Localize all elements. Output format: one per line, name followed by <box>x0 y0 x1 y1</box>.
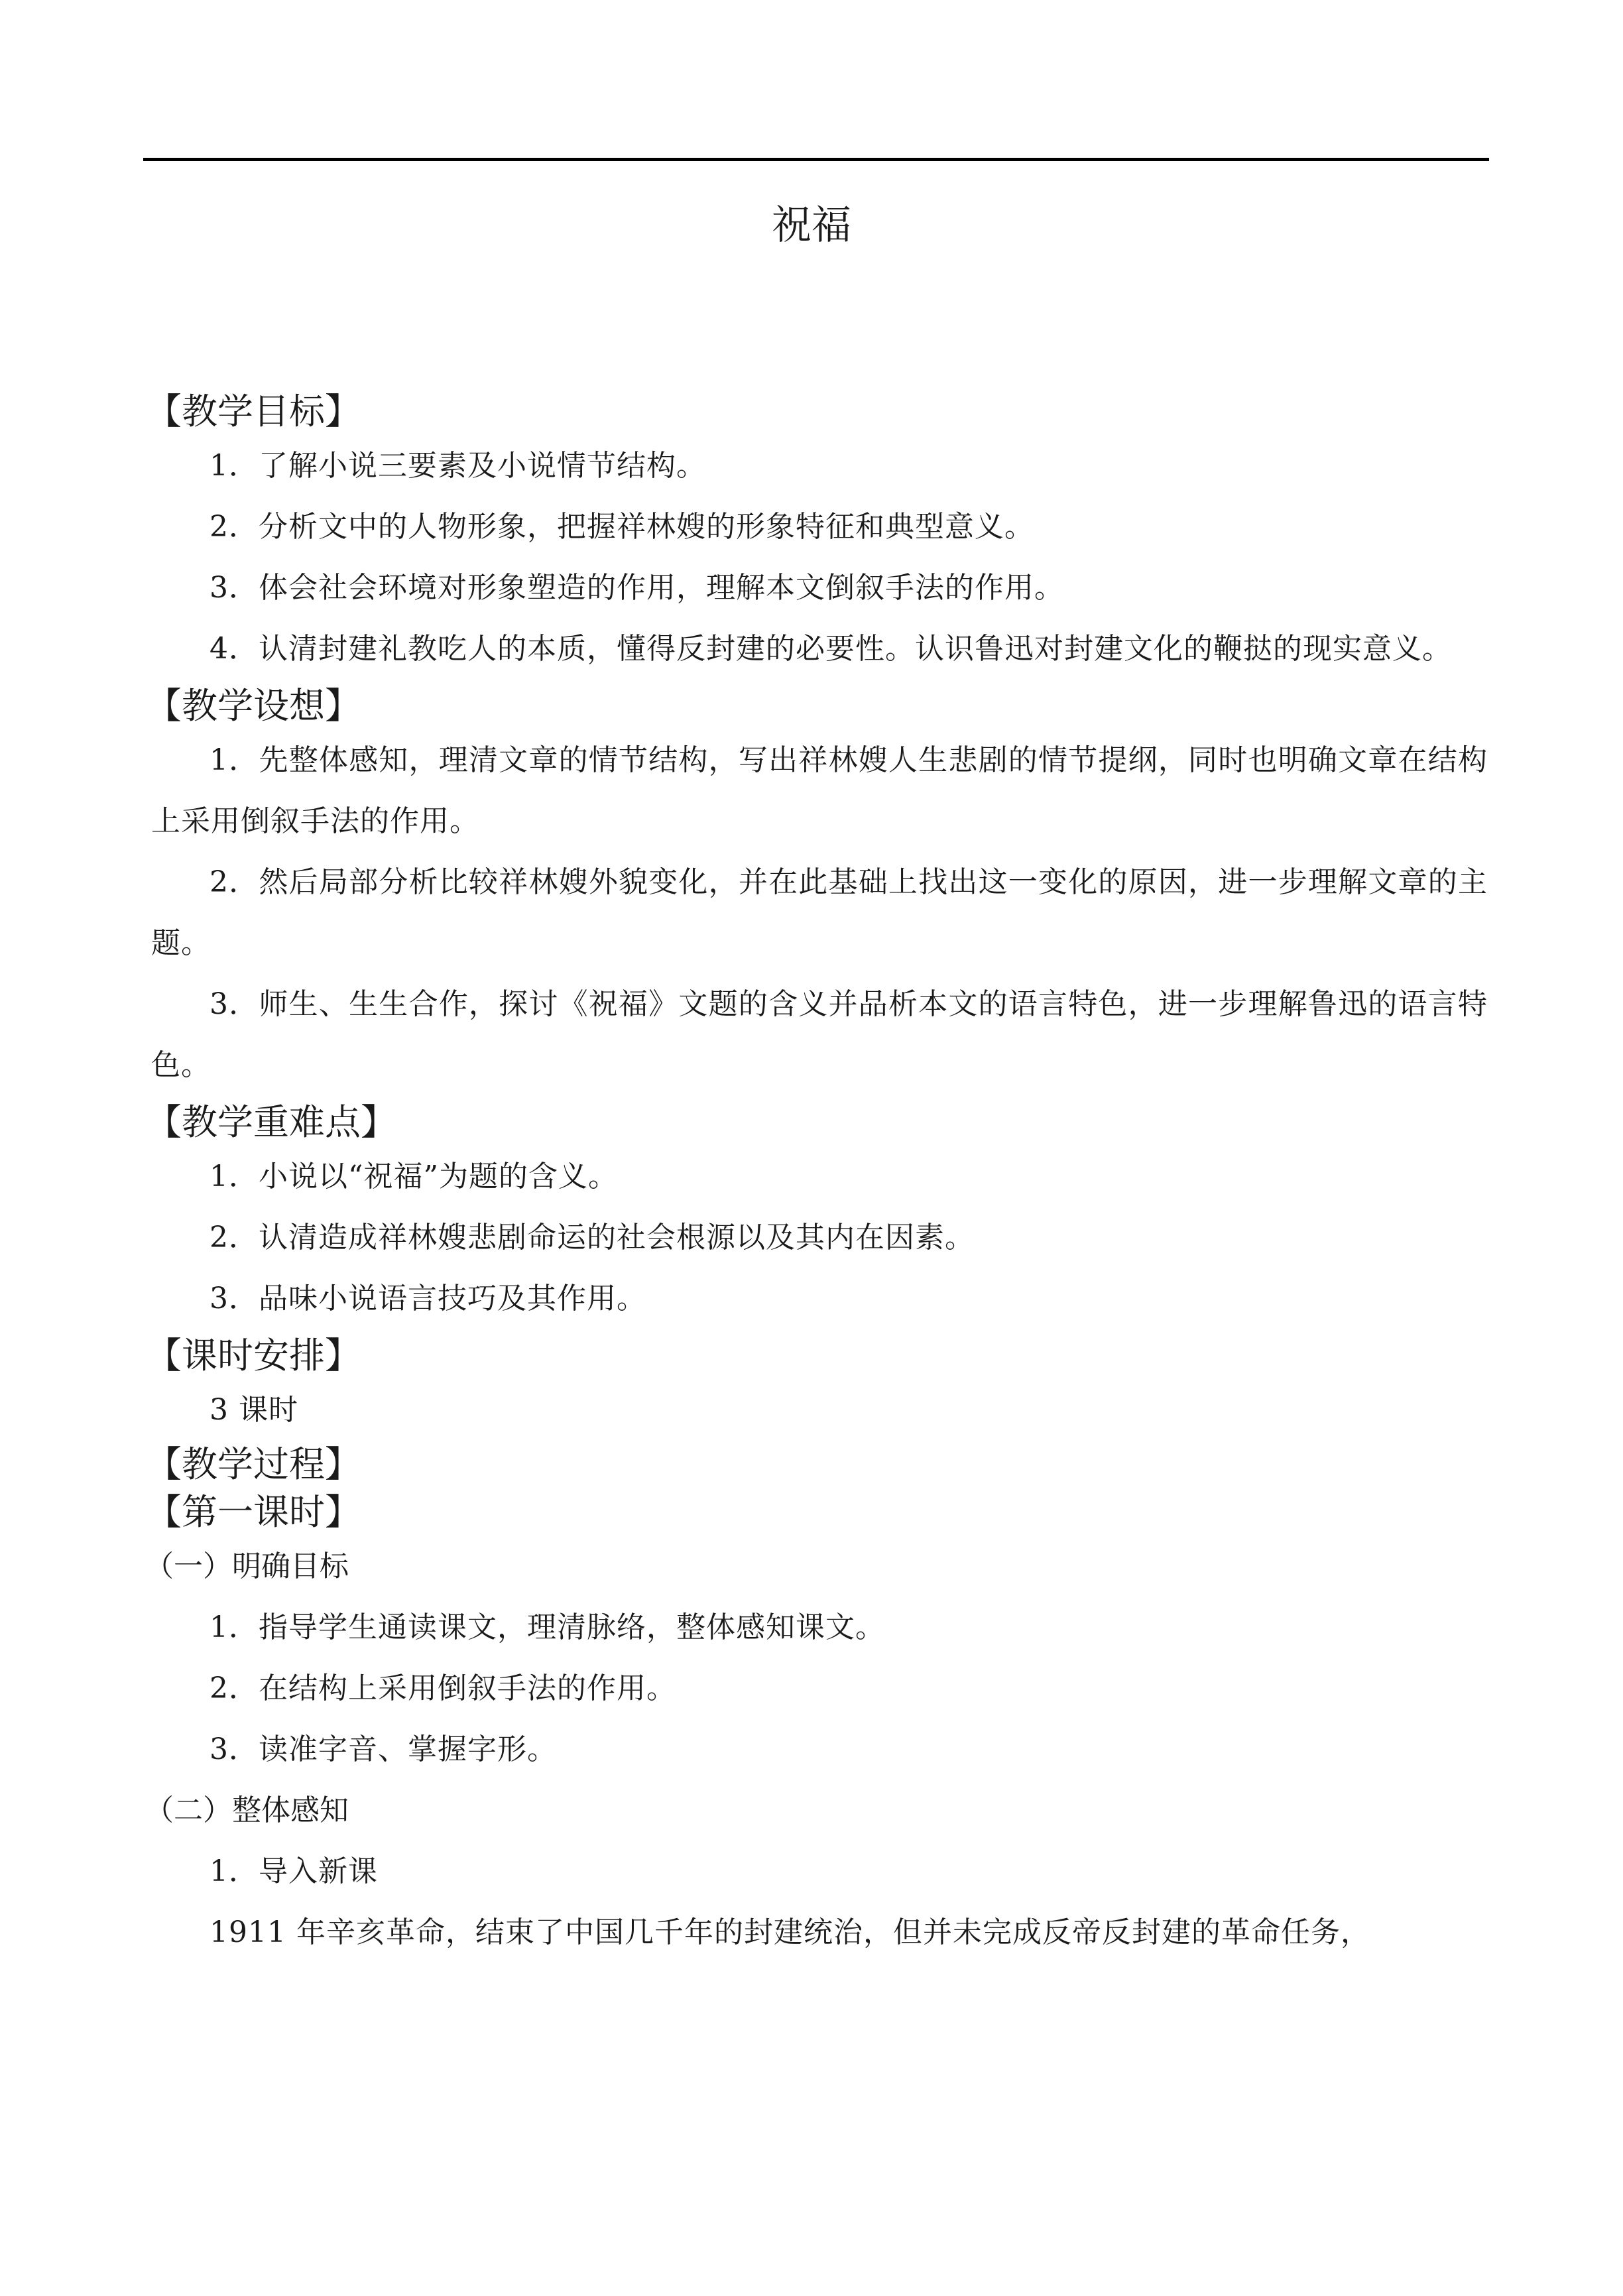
key-point-item: 3．品味小说语言技巧及其作用。 <box>210 1282 646 1315</box>
header-rule <box>143 158 1489 161</box>
subsection-title: （二）整体感知 <box>145 1793 349 1827</box>
section-heading-schedule: 【课时安排】 <box>146 1335 361 1376</box>
lesson-goal-item: 2．在结构上采用倒叙手法的作用。 <box>210 1671 676 1705</box>
lesson-goal-item: 3．读准字音、掌握字形。 <box>210 1732 557 1766</box>
section-heading-design: 【教学设想】 <box>146 685 361 727</box>
body-paragraph: 1911 年辛亥革命，结束了中国几千年的封建统治，但并未完成反帝反封建的革命任务， <box>210 1915 1370 1949</box>
lesson-goal-item: 1．指导学生通读课文，理清脉络，整体感知课文。 <box>210 1610 885 1644</box>
subsection-title: （一）明确目标 <box>145 1549 349 1583</box>
overview-item: 1．导入新课 <box>210 1854 378 1888</box>
design-item: 3．师生、生生合作，探讨《祝福》文题的含义并品析本文的语言特色，进一步理解鲁迅的语言特色。 <box>151 987 1488 1082</box>
section-heading-goals: 【教学目标】 <box>146 391 361 432</box>
section-heading-process: 【教学过程】 <box>146 1443 361 1485</box>
document-title: 祝福 <box>772 202 851 249</box>
design-item: 2．然后局部分析比较祥林嫂外貌变化，并在此基础上找出这一变化的原因，进一步理解文章的主题。 <box>151 865 1488 960</box>
goal-item: 3．体会社会环境对形象塑造的作用，理解本文倒叙手法的作用。 <box>210 571 1064 605</box>
schedule-text: 3 课时 <box>210 1393 298 1427</box>
key-point-item: 2．认清造成祥林嫂悲剧命运的社会根源以及其内在因素。 <box>210 1221 975 1254</box>
goal-item: 4．认清封建礼教吃人的本质，懂得反封建的必要性。认识鲁迅对封建文化的鞭挞的现实意义。 <box>210 632 1452 666</box>
section-heading-key-points: 【教学重难点】 <box>146 1101 396 1143</box>
goal-item: 1．了解小说三要素及小说情节结构。 <box>210 449 706 483</box>
section-heading-lesson1: 【第一课时】 <box>146 1491 361 1533</box>
goal-item: 2．分析文中的人物形象，把握祥林嫂的形象特征和典型意义。 <box>210 510 1034 544</box>
document-body <box>145 388 1488 1963</box>
design-item: 1．先整体感知，理清文章的情节结构，写出祥林嫂人生悲剧的情节提纲，同时也明确文章在结构上采用倒叙手法的作用。 <box>151 743 1488 838</box>
key-point-item: 1．小说以“祝福”为题的含义。 <box>210 1160 618 1193</box>
